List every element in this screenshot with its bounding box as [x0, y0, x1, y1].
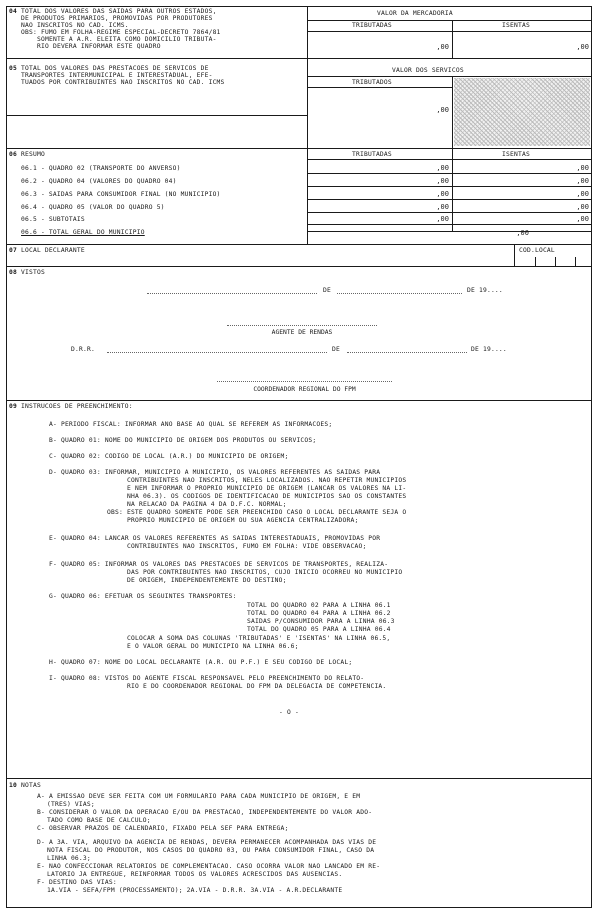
- section-08-coordenador: COORDENADOR REGIONAL DO FPM: [253, 386, 356, 393]
- section-04-line-4: OBS: FUMO EM FOLHA-REGIME ESPECIAL-DECRETO 7864/81: [21, 29, 221, 36]
- section-04-line-1: TOTAL DOS VALORES DAS SAIDAS PARA OUTROS ESTADOS,: [21, 8, 217, 15]
- section-07-cod-local: COD.LOCAL: [519, 247, 555, 254]
- section-06-title: RESUMO: [20, 151, 45, 158]
- section-04-col-isentas: ISENTAS: [502, 22, 530, 29]
- section-05-header: VALOR DOS SERVICOS: [392, 67, 464, 74]
- section-08-de-19-1: DE 19....: [467, 287, 503, 294]
- section-08: [7, 267, 591, 401]
- section-07-code: 07: [9, 247, 17, 254]
- instr-c: C- QUADRO 02: CODIGO DE LOCAL (A.R.) DO MUNICIPIO DE ORIGEM;: [49, 453, 289, 460]
- instr-a: A- PERIODO FISCAL: INFORMAR ANO BASE AO QUAL SE REFEREM AS INFORMACOES;: [49, 421, 333, 428]
- section-08-de-2: DE: [332, 346, 340, 353]
- section-04-code: 04: [9, 8, 17, 15]
- section-09: [7, 401, 591, 779]
- section-06-row-5-tributadas: ,00: [436, 215, 449, 223]
- section-06-row-4-label: 06.4 - QUADRO 05 (VALOR DO QUADRO 5): [21, 204, 165, 211]
- instr-h: H- QUADRO 07: NOME DO LOCAL DECLARANTE (A.R. OU P.F.) E SEU CODIGO DE LOCAL;: [49, 659, 353, 666]
- section-07-title: LOCAL DECLARANTE: [20, 247, 85, 254]
- instr-g-5: COLOCAR A SOMA DAS COLUNAS 'TRIBUTADAS' E 'ISENTAS' NA LINHA 06.5,: [127, 635, 391, 642]
- section-06-row-5-label: 06.5 - SUBTOTAIS: [21, 216, 85, 223]
- section-10-code: 10: [9, 782, 17, 789]
- section-07: [7, 245, 591, 267]
- section-05-col-tributados: TRIBUTADOS: [352, 79, 392, 86]
- instr-d-4: NHA 06.3). OS CODIGOS DE IDENTIFICACAO DE MUNICIPIOS SAO OS CONSTANTES: [127, 493, 407, 500]
- instr-g-2: TOTAL DO QUADRO 04 PARA A LINHA 06.2: [247, 610, 391, 617]
- instr-b: B- QUADRO 01: NOME DO MUNICIPIO DE ORIGEM DOS PRODUTOS OU SERVICOS;: [49, 437, 317, 444]
- section-06-row-2-label: 06.2 - QUADRO 04 (VALORES DO QUADRO 04): [21, 178, 177, 185]
- note-a-2: (TRES) VIAS;: [47, 801, 95, 808]
- section-10: [7, 779, 591, 909]
- note-d-3: LINHA 06.3;: [47, 855, 91, 862]
- instr-d-obs-1: OBS: ESTE QUADRO SOMENTE PODE SER PREENCHIDO CASO O LOCAL DECLARANTE SEJA O: [107, 509, 407, 516]
- section-05-line-1: TOTAL DOS VALORES DAS PRESTACOES DE SERVICOS DE: [21, 65, 209, 72]
- section-05-value-tributados: ,00: [436, 106, 449, 114]
- section-04-value-isentas: ,00: [576, 43, 589, 51]
- section-05-line-3: TUADOS POR CONTRIBUINTES NAO INSCRITOS NO CAD. ICMS: [21, 79, 225, 86]
- section-06-row-4-tributadas: ,00: [436, 203, 449, 211]
- section-04-value-tributadas: ,00: [436, 43, 449, 51]
- note-f: F- DESTINO DAS VIAS:: [37, 879, 117, 886]
- instr-e-1: E- QUADRO 04: LANCAR OS VALORES REFERENTES AS SAIDAS INTERESTADUAIS, PROMOVIDAS POR: [49, 535, 381, 542]
- section-06-row-1-label: 06.1 - QUADRO 02 (TRANSPORTE DO ANVERSO): [21, 165, 181, 172]
- instr-g-3: SAIDAS P/CONSUMIDOR PARA A LINHA 06.3: [247, 618, 395, 625]
- section-06-row-1-isentas: ,00: [576, 164, 589, 172]
- section-06-row-4-isentas: ,00: [576, 203, 589, 211]
- section-06-col-tributadas: TRIBUTADAS: [352, 151, 392, 158]
- note-f-vias: 1A.VIA - SEFA/FPM (PROCESSAMENTO); 2A.VIA - D.R.R. 3A.VIA - A.R.DECLARANTE: [47, 887, 343, 894]
- section-06-col-isentas: ISENTAS: [502, 151, 530, 158]
- section-06-code: 06: [9, 151, 17, 158]
- section-04-line-3: NAO INSCRITOS NO CAD. ICMS.: [21, 22, 129, 29]
- section-06-row-6-label: 06.6 - TOTAL GERAL DO MUNICIPIO: [21, 229, 145, 236]
- section-06-row-3-label: 06.3 - SAIDAS PARA CONSUMIDOR FINAL (NO MUNICIPIO): [21, 191, 221, 198]
- instr-d-5: NA RELACAO DA PAGINA 4 DA D.F.C. NORMAL;: [127, 501, 287, 508]
- section-06-row-2-isentas: ,00: [576, 177, 589, 185]
- section-05-line-2: TRANSPORTES INTERMUNICIPAL E INTERESTADUAL, EFE-: [21, 72, 213, 79]
- note-c: C- OBSERVAR PRAZOS DE CALENDARIO, FIXADO PELA SEF PARA ENTREGA;: [37, 825, 289, 832]
- section-04-line-6: RIO DEVERA INFORMAR ESTE QUADRO: [37, 43, 161, 50]
- note-e-1: E- NAO CONFECCIONAR RELATORIOS DE COMPLEMENTACAO. CASO OCORRA VALOR NAO LANCADO EM RE-: [37, 863, 381, 870]
- section-08-drr: D.R.R.: [71, 346, 95, 353]
- section-06-row-2-tributadas: ,00: [436, 177, 449, 185]
- instr-i-2: RIO E DO COORDENADOR REGIONAL DO FPM DA DELEGACIA DE COMPETENCIA.: [127, 683, 387, 690]
- section-04-header: VALOR DA MERCADORIA: [377, 10, 453, 17]
- section-08-title: VISTOS: [20, 269, 45, 276]
- instr-g-4: TOTAL DO QUADRO 05 PARA A LINHA 06.4: [247, 626, 391, 633]
- section-05-hatched-cell: [454, 78, 590, 146]
- section-10-title: NOTAS: [20, 782, 41, 789]
- instr-f-3: DE ORIGEM, INDEPENDENTEMENTE DO DESTINO;: [127, 577, 287, 584]
- instr-end-mark: - O -: [279, 709, 299, 716]
- section-09-code: 09: [9, 403, 17, 410]
- note-e-2: LATORIO JA ENTREGUE, REINFORMAR TODOS OS VALORES ACRESCIDOS DAS AUSENCIAS.: [47, 871, 343, 878]
- section-09-title: INSTRUCOES DE PREENCHIMENTO:: [20, 403, 133, 410]
- note-b-2: TADO COMO BASE DE CALCULO;: [47, 817, 151, 824]
- section-06-row-1-tributadas: ,00: [436, 164, 449, 172]
- instr-f-2: DAS POR CONTRIBUINTES NAO INSCRITOS, CUJO INICIO OCORREU NO MUNICIPIO: [127, 569, 403, 576]
- section-05-code: 05: [9, 65, 17, 72]
- section-08-agente-de-rendas: AGENTE DE RENDAS: [271, 329, 333, 336]
- instr-g: G- QUADRO 06: EFETUAR OS SEGUINTES TRANSPORTES:: [49, 593, 237, 600]
- instr-f-1: F- QUADRO 05: INFORMAR OS VALORES DAS PRESTACOES DE SERVICOS DE TRANSPORTES, REALIZA-: [49, 561, 389, 568]
- note-b-1: B- CONSIDERAR O VALOR DA OPERACAO E/OU DA PRESTACAO, INDEPENDENTEMENTE DO VALOR ADO-: [37, 809, 373, 816]
- note-d-2: NOTA FISCAL DO PRODUTOR, NOS CASOS DO QUADRO 03, OU PARA CONSUMIDOR FINAL, CASO DA: [47, 847, 375, 854]
- instr-d-2: CONTRIBUINTES NAO INSCRITOS, NELES LOCALIZADOS. NAO REPETIR MUNICIPIOS: [127, 477, 407, 484]
- instr-d-3: E NEM INFORMAR O PROPRIO MUNICIPIO DE ORIGEM (LANCAR OS VALORES NA LI-: [127, 485, 407, 492]
- section-06-row-3-tributadas: ,00: [436, 190, 449, 198]
- instr-g-1: TOTAL DO QUADRO 02 PARA A LINHA 06.1: [247, 602, 391, 609]
- section-04: [7, 7, 591, 59]
- section-08-code: 08: [9, 269, 17, 276]
- instr-d-1: D- QUADRO 03: INFORMAR, MUNICIPIO A MUNICIPIO, OS VALORES REFERENTES AS SAIDAS PARA: [49, 469, 381, 476]
- section-05: [7, 59, 591, 149]
- section-04-col-tributadas: TRIBUTADAS: [352, 22, 392, 29]
- note-a-1: A- A EMISSAO DEVE SER FEITA COM UM FORMULARIO PARA CADA MUNICIPIO DE ORIGEM, E EM: [37, 793, 361, 800]
- section-08-de-19-2: DE 19....: [471, 346, 507, 353]
- instr-d-obs-2: PROPRIO MUNICIPIO DE ORIGEM OU SUA AGENCIA CENTRALIZADORA;: [127, 517, 359, 524]
- section-06-row-3-isentas: ,00: [576, 190, 589, 198]
- instr-g-6: E O VALOR GERAL DO MUNICIPIO NA LINHA 06.6;: [127, 643, 299, 650]
- note-d-1: D- A 3A. VIA, ARQUIVO DA AGENCIA DE RENDAS, DEVERA PERMANECER ACOMPANHADA DAS VIAS DE: [37, 839, 377, 846]
- section-06: [7, 149, 591, 245]
- section-04-line-5: SOMENTE A A.R. ELEITA COMO DOMICILIO TRIBUTA-: [37, 36, 217, 43]
- form-page: [6, 6, 592, 908]
- section-04-line-2: DE PRODUTOS PRIMARIOS, PROMOVIDAS POR PRODUTORES: [21, 15, 213, 22]
- instr-i-1: I- QUADRO 08: VISTOS DO AGENTE FISCAL RESPONSAVEL PELO PREENCHIMENTO DO RELATO-: [49, 675, 365, 682]
- instr-e-2: CONTRIBUINTES NAO INSCRITOS, FUMO EM FOLHA: VIDE OBSERVACAO;: [127, 543, 367, 550]
- section-06-row-6-total: ,00: [516, 229, 529, 237]
- section-08-de-1: DE: [323, 287, 331, 294]
- section-06-row-5-isentas: ,00: [576, 215, 589, 223]
